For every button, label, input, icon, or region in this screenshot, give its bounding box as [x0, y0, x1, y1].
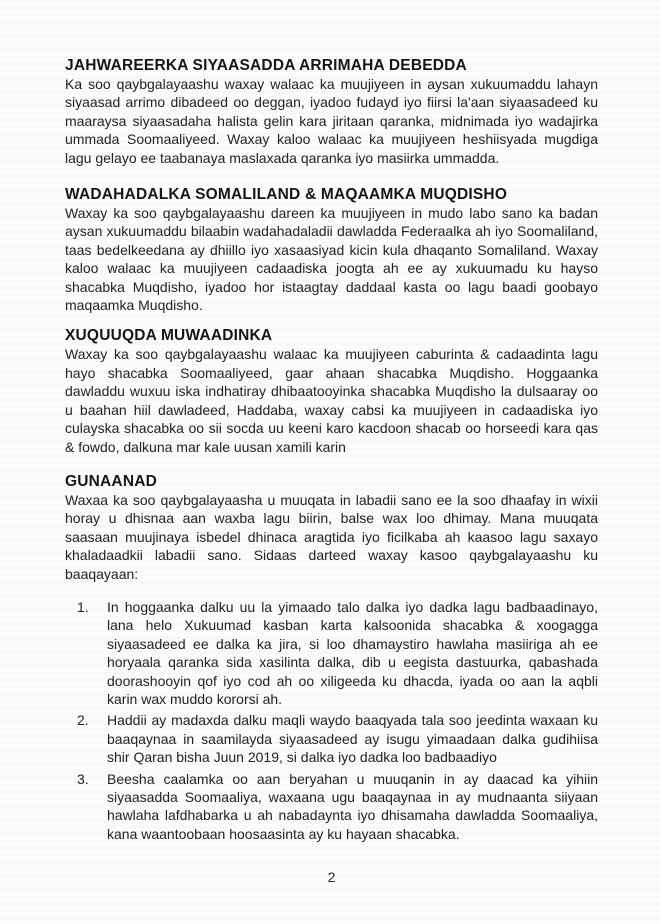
section-heading-citizen-rights: XUQUUQDA MUWAADINKA: [65, 327, 273, 345]
list-item-text: Beesha caalamka oo aan beryahan u muuqanin in ay daacad ka yihiin siyaasadda Soomaaliya, waxaana ugu baaqaynaa in ay mudnaanta siiyaan hawlaha lafdhabarka u ah nabadaynta iyo dhisamaha dawladda Soomaaliya, kana waantoobaan hoosaasinta ay ku hayaan shacabka.: [107, 770, 598, 842]
list-item: [77, 711, 598, 766]
recommendations-list: [65, 598, 598, 843]
list-item-text: Haddii ay madaxda dalku maqli waydo baaqyada tala soo jeedinta waxaan ku baaqaynaa in saamilayda siyaasadeed ay isugu yimaadaan dalka gudihiisa shir Qaran bisha Juun 2019, si dalka iyo dadka loo badbaadiyo: [107, 712, 598, 766]
list-item: [77, 770, 598, 844]
section-body-somaliland-talks: Waxay ka soo qaybgalayaashu dareen ka muujiyeen in mudo labo sano ka badan aysan xukuumaddu bilaabin wadahadaladii dawladda Federaalka ah iyo Soomaliland, taas bedelkeedana ay dhiillo iyo xasaasiyad kicin kula dhaqanto Somaliland. Waxay kaloo walaac ka muujiyeen cadaadiska joogta ah ee ay xukuumadu ku hayso shacabka Muqdisho, iyadoo hor istaagtay daddaal kasta oo lagu baadi goobayo maqaamka Muqdisho.: [65, 205, 598, 314]
section-somaliland-talks: [65, 186, 598, 314]
page-number: 2: [327, 869, 336, 886]
section-foreign-policy: [65, 57, 598, 167]
section-body-citizen-rights: Waxay ka soo qaybgalayaashu walaac ka muujiyeen caburinta & cadaadinta lagu hayo shacabka Soomaaliyeed, gaar ahaan shacabka Muqdisho. Hoggaanka dawladdu wuxuu iska indhatiray dhibaatooyinka shacabka Muqdisho la dulsaaray oo u baahan hiil dawladeed, Haddaba, waxay cabsi ka muujiyeen in cadaadiska iyo culayska shacabka oo sii socda uu keeni karo kacdoon shacab oo horseedi kara qas & fowdo, dalkuna mar kale uusan xamili karin: [65, 346, 598, 455]
list-item: [77, 598, 598, 708]
list-item-number: 2.: [77, 712, 89, 729]
list-item-number: 3.: [77, 770, 89, 787]
section-citizen-rights: [65, 327, 598, 455]
section-body-foreign-policy: Ka soo qaybgalayaashu waxay walaac ka muujiyeen in aysan xukuumaddu lahayn siyaasad arrimo dibadeed oo deggan, iyadoo fudayd iyo fiirsi la'aan siyaasadeed ku maaraysa siyaasadaha halista gelin kara jiritaan qaranka, midnimada iyo wadajirka ummada Soomaaliyeed. Waxay kaloo walaac ka muujiyeen heshiisyada mugdiga lagu gelayo ee taabanaya maslaxada qaranka iyo masiirka ummadda.: [65, 76, 598, 166]
section-body-conclusion: Waxaa ka soo qaybgalayaasha u muuqata in labadii sano ee la soo dhaafay in wixii horay u dhisnaa aan waxba lagu biirin, balse wax loo dhimay. Mana muuqata saasaan muujinaya isbedel dhinaca aragtida iyo ficilkaba ah kaasoo lagu saxayo khaladaadkii labadii sano. Sidaas darteed waxay kasoo qaybgalayaashu ku baaqayaan:: [65, 491, 598, 582]
list-item-number: 1.: [77, 598, 89, 615]
section-heading-foreign-policy: JAHWAREERKA SIYAASADDA ARRIMAHA DEBEDDA: [65, 57, 467, 74]
section-heading-somaliland-talks: WADAHADALKA SOMALILAND & MAQAAMKA MUQDISHO: [65, 186, 508, 204]
section-conclusion: [65, 473, 598, 583]
list-item-text: In hoggaanka dalku uu la yimaado talo dalka iyo dadka lagu badbaadinayo, lana helo Xukuumad kasban karta kalsoonida shacabka & xoogagga siyaasadeed ee dalka ka jira, si loo dhamaystiro hawlaha masiiriga ah ee horyaala qaranka sida xasilinta dalka, dib u eegista dastuurka, qabashada doorashooyin qof iyo cod ah oo xiligeeda ku dhacda, iyada oo aan la aqbli karin wax muddo kororsi ah.: [107, 598, 598, 707]
section-heading-conclusion: GUNAANAD: [65, 472, 158, 490]
